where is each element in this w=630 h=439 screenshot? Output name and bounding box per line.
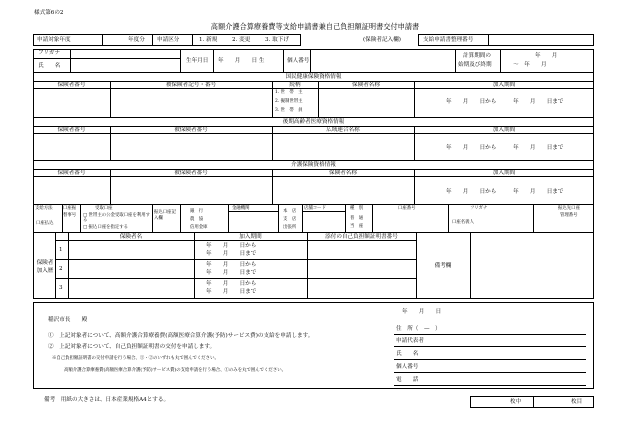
elderly-period-value[interactable]: 年 月 日から 年 月 日まで	[446, 145, 564, 151]
elderly-insured-number-label: 被保険者番号	[174, 127, 208, 133]
calc-period-label-2: 始期及び終期	[458, 62, 492, 68]
nhi-insured-code-label: 被保険者記号・番号	[165, 82, 217, 88]
calc-period-label-1: 計算期間の	[463, 53, 491, 59]
account-type-label: 種 別	[350, 206, 364, 211]
payment-method-value[interactable]: 口座払込	[36, 221, 54, 226]
branch-office[interactable]: 出張所	[283, 225, 297, 230]
nhi-period-value[interactable]: 年 月 日から 年 月 日まで	[446, 99, 564, 105]
care-insurer-number-label: 保険者番号	[57, 170, 86, 176]
member-row-2-from[interactable]: 年 月 日から	[206, 262, 257, 268]
member-row-1-number: 1	[59, 247, 63, 253]
members-side-label: 保険者加入歴	[36, 260, 54, 274]
calc-period-end[interactable]: 〜 年 月	[513, 62, 547, 68]
member-row-1-from[interactable]: 年 月 日から	[206, 243, 257, 249]
declarant-phone-label: 電 話	[396, 377, 419, 383]
members-col-period: 加入期間	[239, 234, 262, 240]
declaration-note-2: 高額介護合算療養費(高額医療合算介護(予防)サービス費)の支給申請を行う場合、①のみを丸で囲んでください。	[64, 368, 286, 373]
members-col-cert: 添付の自己負担額証明書番号	[325, 234, 398, 240]
bank-option-agri[interactable]: 農 協	[190, 217, 204, 222]
personal-number-field[interactable]	[313, 52, 453, 70]
member-row-3-number: 3	[59, 285, 63, 291]
store-code-label: 店舗コード	[304, 206, 326, 211]
category-option-change[interactable]: 2. 変更	[232, 37, 251, 43]
fiscal-year-value[interactable]: 年度分	[128, 37, 145, 43]
declarant-address-label: 住 所（ — ）	[396, 326, 441, 332]
form-number: 様式第6の2	[34, 10, 64, 16]
applicant-name-field[interactable]	[73, 60, 178, 71]
elderly-union-name-label: 広域連合名称	[326, 127, 360, 133]
account-holder-label: 口座名義人	[452, 220, 474, 225]
addressee: 稲沢市長 殿	[48, 317, 88, 323]
declarant-personal-number-label: 個人番号	[396, 364, 419, 370]
nhi-relation-option-1[interactable]: 1. 世 帯 主	[275, 90, 303, 95]
pay-type-sub: 替事号	[63, 213, 77, 218]
category-label: 申請区分	[157, 37, 180, 43]
fiscal-year-label: 申請対象年度	[37, 37, 71, 43]
nhi-relation-option-2[interactable]: 2. 擬制世帯主	[275, 99, 303, 104]
statement-1[interactable]: ① 上記対象者について、高額介護合算療養費(高額医療合算介護(予防)サービス費)の支給を申請します。	[48, 333, 314, 339]
nhi-period-label: 加入期間	[492, 82, 516, 88]
elderly-insurer-number-label: 保険者番号	[57, 127, 86, 133]
transfer-dest-label-1: 振込先口座	[558, 206, 580, 211]
payment-method-label: 支給方法	[35, 206, 53, 211]
member-row-2-number: 2	[59, 266, 63, 272]
birth-date-label: 生年月日	[186, 58, 209, 64]
transfer-field-label: 振込口座記入欄	[154, 210, 176, 221]
declarant-name-label: 氏 名	[396, 351, 419, 357]
nhi-insurer-number-label: 保険者番号	[57, 82, 86, 88]
calc-period-start[interactable]: 年 月	[535, 53, 558, 59]
branch-sub[interactable]: 支 店	[283, 217, 297, 222]
declaration-date[interactable]: 年 月 日	[402, 309, 442, 315]
footer-note: 備考 用紙の大きさは、日本産業規格A4とする。	[44, 397, 170, 403]
transfer-dest-label-2: 管理番号	[560, 213, 578, 218]
elderly-section-title: 後期高齢者医療資格情報	[282, 119, 345, 125]
personal-number-label: 個人番号	[287, 58, 310, 64]
applicant-name-label: 氏 名	[38, 63, 61, 69]
document-title: 高額介護合算療養費等支給申請書兼自己負担額証明書交付申請書	[210, 22, 420, 31]
member-row-3-from[interactable]: 年 月 日から	[206, 281, 257, 287]
category-option-new[interactable]: 1. 新規	[199, 37, 218, 43]
sheet-page-label: 枚目	[571, 399, 583, 405]
furigana-label: フリガナ	[38, 50, 61, 56]
account-number-label: 口座番号	[398, 206, 416, 211]
receiver-option-2[interactable]: □ 振込口座を指定する	[83, 225, 129, 230]
members-col-name: 保険者名	[119, 234, 143, 240]
statement-2[interactable]: ② 上記対象者について、自己負担額証明書の交付を申請します。	[48, 344, 216, 350]
elderly-period-label: 加入期間	[492, 127, 516, 133]
care-insurer-name-label: 保険者名称	[329, 170, 357, 176]
care-section-title: 介護保険資格情報	[291, 162, 336, 168]
care-insured-number-label: 被保険者番号	[174, 170, 208, 176]
care-period-value[interactable]: 年 月 日から 年 月 日まで	[446, 189, 564, 195]
birth-date-value[interactable]: 年 月 日 生	[218, 58, 265, 64]
pay-type-label: 口座振	[63, 206, 77, 211]
account-type-current[interactable]: 当 座	[350, 224, 364, 229]
receiver-option-1[interactable]: □ 世帯主の公金受取口座を利用する	[83, 213, 151, 224]
members-notes-label: 備考欄	[434, 263, 452, 269]
nhi-section-title: 国民健康保険資格情報	[285, 74, 342, 80]
sheet-total-label: 枚中	[510, 399, 522, 405]
category-option-withdraw[interactable]: 3. 取下げ	[265, 37, 289, 43]
receipt-number-label: 支給申請書整理番号	[423, 37, 474, 43]
finance-label: 金融機関	[232, 206, 250, 211]
nhi-relation-label: 続柄	[289, 82, 301, 88]
declaration-note-1: ※自己負担額証明書の交付申請を行う場合、①・②のいずれも丸で囲んでください。	[52, 356, 219, 361]
member-row-1-to[interactable]: 年 月 日まで	[206, 251, 257, 257]
holder-furigana-label: フリガナ	[470, 206, 488, 211]
furigana-field[interactable]	[73, 51, 178, 57]
care-period-label: 加入期間	[492, 170, 516, 176]
nhi-insurer-name-label: 保険者名称	[352, 82, 380, 88]
member-row-2-to[interactable]: 年 月 日まで	[206, 270, 257, 276]
bank-option-credit[interactable]: 信用金庫	[190, 225, 208, 230]
insurer-note: (保険者記入欄)	[363, 37, 401, 43]
declarant-representative-label: 申請代表者	[396, 338, 424, 344]
bank-label[interactable]: 銀 行	[190, 209, 204, 214]
receiver-label: 受取口座	[95, 206, 113, 211]
nhi-relation-option-3[interactable]: 3. 世 帯 員	[275, 108, 303, 113]
member-row-3-to[interactable]: 年 月 日まで	[206, 289, 257, 295]
branch-main[interactable]: 本 店	[283, 209, 297, 214]
account-type-normal[interactable]: 普 通	[350, 216, 364, 221]
